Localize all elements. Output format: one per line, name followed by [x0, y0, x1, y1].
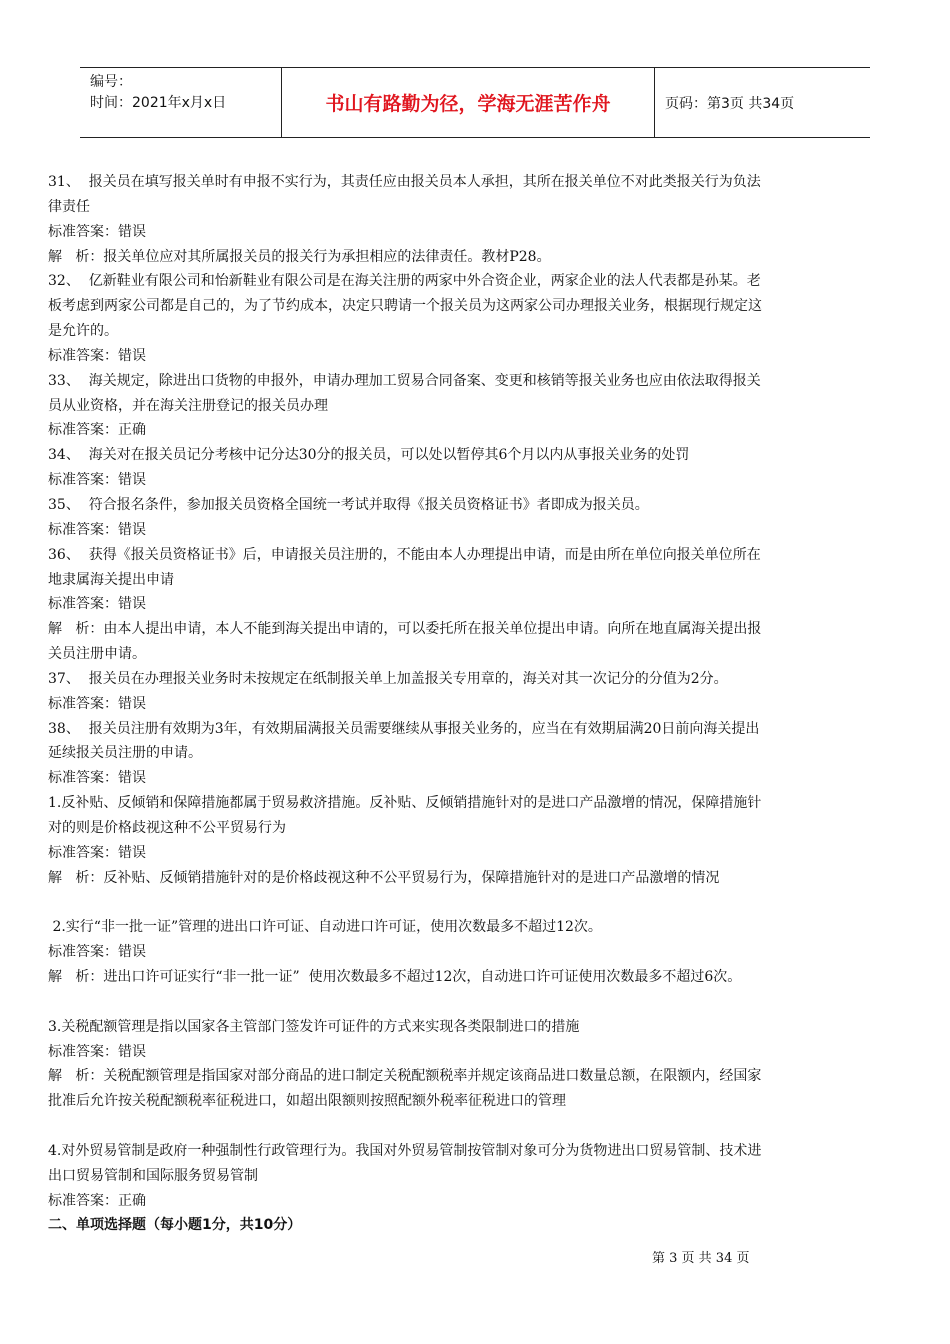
text-line: 3.关税配额管理是指以国家各主管部门签发许可证件的方式来实现各类限制进口的措施	[48, 1018, 580, 1035]
text-line: 标准答案：错误	[48, 844, 146, 861]
text-line: 对的则是价格歧视这种不公平贸易行为	[48, 819, 286, 836]
text-line: 解 析：进出口许可证实行“非一批一证” 使用次数最多不超过12次，自动进口许可证使用次数最多不超过6次。	[48, 969, 742, 985]
text-line: 出口贸易管制和国际服务贸易管制	[48, 1167, 258, 1184]
text-line	[48, 1114, 906, 1139]
page-info: 页码：第3页 共34页	[665, 95, 795, 112]
text-line: 员从业资格，并在海关注册登记的报关员办理	[48, 397, 328, 414]
text-line: 37、 报关员在办理报关业务时未按规定在纸制报关单上加盖报关专用章的，海关对其一次记分的分值为2分。	[48, 670, 728, 687]
text-line: 4.对外贸易管制是政府一种强制性行政管理行为。我国对外贸易管制按管制对象可分为货物进出口贸易管制、技术进	[48, 1142, 762, 1159]
page-header	[80, 67, 870, 138]
text-line: 律责任	[48, 198, 90, 215]
text-line: 34、 海关对在报关员记分考核中记分达30分的报关员，可以处以暂停其6个月以内从事报关业务的处罚	[48, 447, 690, 464]
text-line: 标准答案：错误	[48, 944, 146, 961]
page-footer: 第 3 页 共 34 页	[652, 1251, 750, 1266]
text-line: 33、 海关规定，除进出口货物的申报外，申请办理加工贸易合同备案、变更和核销等报关业务也应由依法取得报关	[48, 372, 761, 389]
header-meta	[80, 68, 282, 137]
text-line: 31、 报关员在填写报关单时有申报不实行为，其责任应由报关员本人承担，其所在报关单位不对此类报关行为负法	[48, 174, 761, 190]
text-line: 批准后允许按关税配额税率征税进口，如超出限额则按照配额外税率征税进口的管理	[48, 1093, 566, 1110]
text-line: 36、 获得《报关员资格证书》后，申请报关员注册的，不能由本人办理提出申请，而是由所在单位向报关单位所在	[48, 546, 761, 563]
text-line: 标准答案：正确	[48, 422, 146, 439]
text-line: 标准答案：错误	[48, 472, 146, 489]
text-line: 标准答案：错误	[48, 1043, 146, 1060]
text-line	[48, 890, 906, 915]
code-label: 编号：	[90, 74, 132, 90]
text-line: 关员注册申请。	[48, 646, 146, 663]
text-line: 地隶属海关提出申请	[48, 571, 174, 588]
text-line: 2.实行“非一批一证”管理的进出口许可证、自动进口许可证，使用次数最多不超过12次。	[48, 919, 602, 936]
text-line: 标准答案：错误	[48, 521, 146, 538]
motto: 书山有路勤为径，学海无涯苦作舟	[282, 68, 655, 137]
section-heading: 二、单项选择题（每小题1分，共10分）	[48, 1217, 302, 1234]
date-label: 时间：2021年x月x日	[90, 95, 227, 111]
text-line: 解 析：关税配额管理是指国家对部分商品的进口制定关税配额税率并规定该商品进口数量总额，在限额内，经国家	[48, 1068, 762, 1085]
text-line: 标准答案：错误	[48, 347, 146, 364]
text-line: 是允许的。	[48, 323, 118, 340]
text-line: 标准答案：错误	[48, 770, 146, 787]
text-line: 38、 报关员注册有效期为3年，有效期届满报关员需要继续从事报关业务的，应当在有效期届满20日前向海关提出	[48, 720, 760, 737]
text-line: 解 析：反补贴、反倾销措施针对的是价格歧视这种不公平贸易行为，保障措施针对的是进口产品激增的情况	[48, 869, 720, 886]
text-line: 标准答案：错误	[48, 223, 146, 240]
text-line: 标准答案：错误	[48, 596, 146, 613]
text-line: 1.反补贴、反倾销和保障措施都属于贸易救济措施。反补贴、反倾销措施针对的是进口产品激增的情况，保障措施针	[48, 795, 762, 812]
text-line: 解 析：报关单位应对其所属报关员的报关行为承担相应的法律责任。教材P28。	[48, 248, 551, 265]
text-line: 板考虑到两家公司都是自己的，为了节约成本，决定只聘请一个报关员为这两家公司办理报关业务，根据现行规定这	[48, 298, 762, 315]
text-line: 35、 符合报名条件，参加报关员资格全国统一考试并取得《报关员资格证书》者即成为报关员。	[48, 496, 649, 513]
text-line: 标准答案：错误	[48, 695, 146, 712]
text-line: 延续报关员注册的申请。	[48, 745, 202, 762]
document-body	[48, 170, 906, 1238]
text-line: 解 析：由本人提出申请，本人不能到海关提出申请的，可以委托所在报关单位提出申请。向所在地直属海关提出报	[48, 621, 762, 638]
text-line	[48, 990, 906, 1015]
text-line: 标准答案：正确	[48, 1192, 146, 1209]
text-line: 32、 亿新鞋业有限公司和怡新鞋业有限公司是在海关注册的两家中外合资企业，两家企业的法人代表都是孙某。老	[48, 273, 761, 290]
